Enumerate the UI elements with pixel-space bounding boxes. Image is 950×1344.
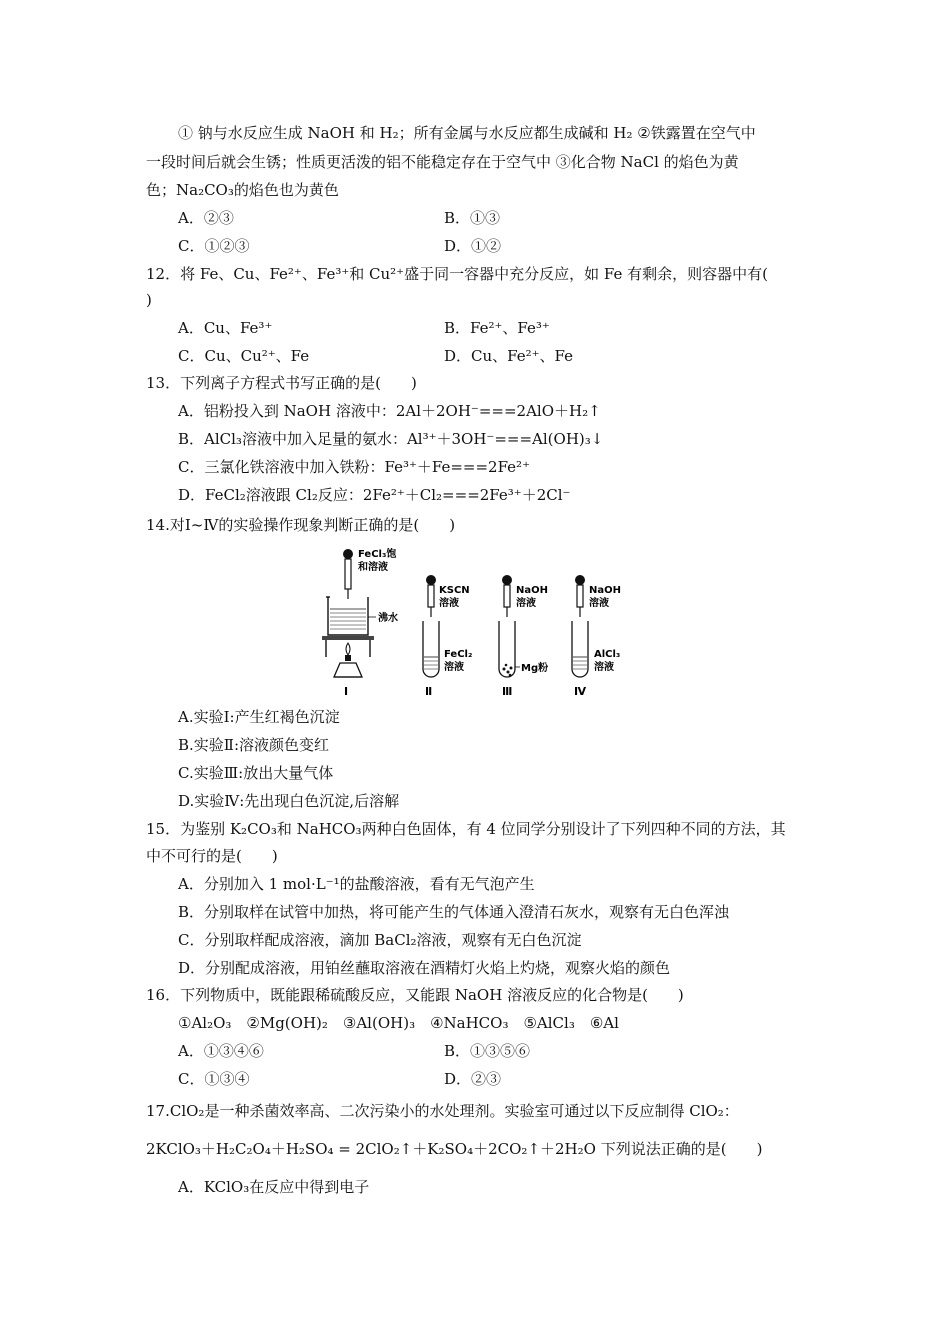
q11-line-1: ① 钠与水反应生成 NaOH 和 H₂；所有金属与水反应都生成碱和 H₂ ②铁露置在空气中 <box>178 124 756 142</box>
dropper-2-label-a: KSCN <box>439 585 470 596</box>
dropper-4-label-a: NaOH <box>589 585 621 596</box>
q14-option-c: C.实验Ⅲ:放出大量气体 <box>178 764 334 782</box>
q12-option-a: A．Cu、Fe³⁺ <box>178 319 273 337</box>
q15-stem-line-1: 15．为鉴别 K₂CO₃和 NaHCO₃两种白色固体，有 4 位同学分别设计了下列四种不同的方法，其 <box>146 820 786 838</box>
q16-stem: 16．下列物质中，既能跟稀硫酸反应，又能跟 NaOH 溶液反应的化合物是( ) <box>146 986 684 1004</box>
test-tube-3 <box>499 621 515 677</box>
q13-option-d: D．FeCl₂溶液跟 Cl₂反应：2Fe²⁺＋Cl₂===2Fe³⁺＋2Cl⁻ <box>178 486 571 504</box>
dropper-2 <box>426 575 436 617</box>
q14-option-a: A.实验Ⅰ:产生红褐色沉淀 <box>178 708 340 726</box>
setup-label-1: Ⅰ <box>344 685 349 698</box>
dropper-3-label-a: NaOH <box>516 585 548 596</box>
q16-option-c: C．①③④ <box>178 1070 250 1088</box>
dropper-1-label-a: FeCl₃饱 <box>358 549 397 560</box>
q11-line-2: 一段时间后就会生锈；性质更活泼的铝不能稳定存在于空气中 ③化合物 NaCl 的焰色为黄 <box>146 153 739 171</box>
q16-items: ①Al₂O₃ ②Mg(OH)₂ ③Al(OH)₃ ④NaHCO₃ ⑤AlCl₃ ⑥Al <box>178 1014 619 1032</box>
q12-stem-line-1: 12．将 Fe、Cu、Fe²⁺、Fe³⁺和 Cu²⁺盛于同一容器中充分反应，如 Fe 有剩余，则容器中有( <box>146 265 768 283</box>
q15-option-b: B．分别取样在试管中加热，将可能产生的气体通入澄清石灰水，观察有无白色浑浊 <box>178 903 730 921</box>
q11-option-d: D．①② <box>444 237 502 255</box>
tripod-gauze <box>322 636 374 657</box>
experiment-figure <box>318 545 638 700</box>
q11-option-c: C．①②③ <box>178 237 250 255</box>
setup-label-3: Ⅲ <box>502 685 513 698</box>
test-tube-2 <box>423 621 439 677</box>
q13-option-b: B．AlCl₃溶液中加入足量的氨水：Al³⁺＋3OH⁻===Al(OH)₃↓ <box>178 430 604 448</box>
tube-2-label-b: 溶液 <box>444 662 464 673</box>
q17-option-a: A．KClO₃在反应中得到电子 <box>178 1178 370 1196</box>
dropper-2-label-b: 溶液 <box>439 598 459 609</box>
setup-label-2: Ⅱ <box>425 685 433 698</box>
q13-option-c: C．三氯化铁溶液中加入铁粉：Fe³⁺＋Fe===2Fe²⁺ <box>178 458 530 476</box>
dropper-4-label-b: 溶液 <box>589 598 609 609</box>
q14-option-b: B.实验Ⅱ:溶液颜色变红 <box>178 736 330 754</box>
setup-label-4: Ⅳ <box>574 685 587 698</box>
q15-option-c: C．分别取样配成溶液，滴加 BaCl₂溶液，观察有无白色沉淀 <box>178 931 582 949</box>
tube-4-label-b: 溶液 <box>594 662 614 673</box>
q11-option-b: B．①③ <box>444 209 501 227</box>
dropper-3-label-b: 溶液 <box>516 598 536 609</box>
q15-stem-line-2: 中不可行的是( ) <box>146 847 278 865</box>
q14-stem: 14.对Ⅰ~Ⅳ的实验操作现象判断正确的是( ) <box>146 516 456 534</box>
tube-4-label-a: AlCl₃ <box>594 649 621 660</box>
q12-option-c: C．Cu、Cu²⁺、Fe <box>178 347 310 365</box>
alcohol-lamp <box>334 643 362 677</box>
q12-option-b: B．Fe²⁺、Fe³⁺ <box>444 319 550 337</box>
q15-option-d: D．分别配成溶液，用铂丝蘸取溶液在酒精灯火焰上灼烧，观察火焰的颜色 <box>178 959 671 977</box>
q13-stem: 13．下列离子方程式书写正确的是( ) <box>146 374 417 392</box>
q11-line-3: 色；Na₂CO₃的焰色也为黄色 <box>146 181 339 199</box>
q13-option-a: A．铝粉投入到 NaOH 溶液中：2Al＋2OH⁻===2AlO＋H₂↑ <box>178 402 601 420</box>
q12-stem-line-2: ) <box>146 291 152 309</box>
q17-stem-line-2: 2KClO₃＋H₂C₂O₄＋H₂SO₄ = 2ClO₂↑＋K₂SO₄＋2CO₂↑＋2H₂O 下列说法正确的是( ) <box>146 1140 763 1158</box>
q15-option-a: A．分别加入 1 mol·L⁻¹的盐酸溶液，看有无气泡产生 <box>178 875 535 893</box>
q11-option-a: A．②③ <box>178 209 234 227</box>
dropper-4 <box>575 575 585 617</box>
q16-option-d: D．②③ <box>444 1070 502 1088</box>
dropper-3 <box>502 575 512 617</box>
dropper-1 <box>343 549 353 599</box>
test-tube-4 <box>572 621 588 677</box>
tube-2-label-a: FeCl₂ <box>444 649 473 660</box>
q14-option-d: D.实验Ⅳ:先出现白色沉淀,后溶解 <box>178 792 400 810</box>
q12-option-d: D．Cu、Fe²⁺、Fe <box>444 347 574 365</box>
boiling-water-label: 沸水 <box>378 613 398 624</box>
q17-stem-line-1: 17.ClO₂是一种杀菌效率高、二次污染小的水处理剂。实验室可通过以下反应制得 ClO₂： <box>146 1102 739 1120</box>
q16-option-b: B．①③⑤⑥ <box>444 1042 531 1060</box>
beaker <box>326 597 368 635</box>
dropper-1-label-b: 和溶液 <box>358 562 388 573</box>
q16-option-a: A．①③④⑥ <box>178 1042 264 1060</box>
tube-3-label: Mg粉 <box>521 663 549 674</box>
